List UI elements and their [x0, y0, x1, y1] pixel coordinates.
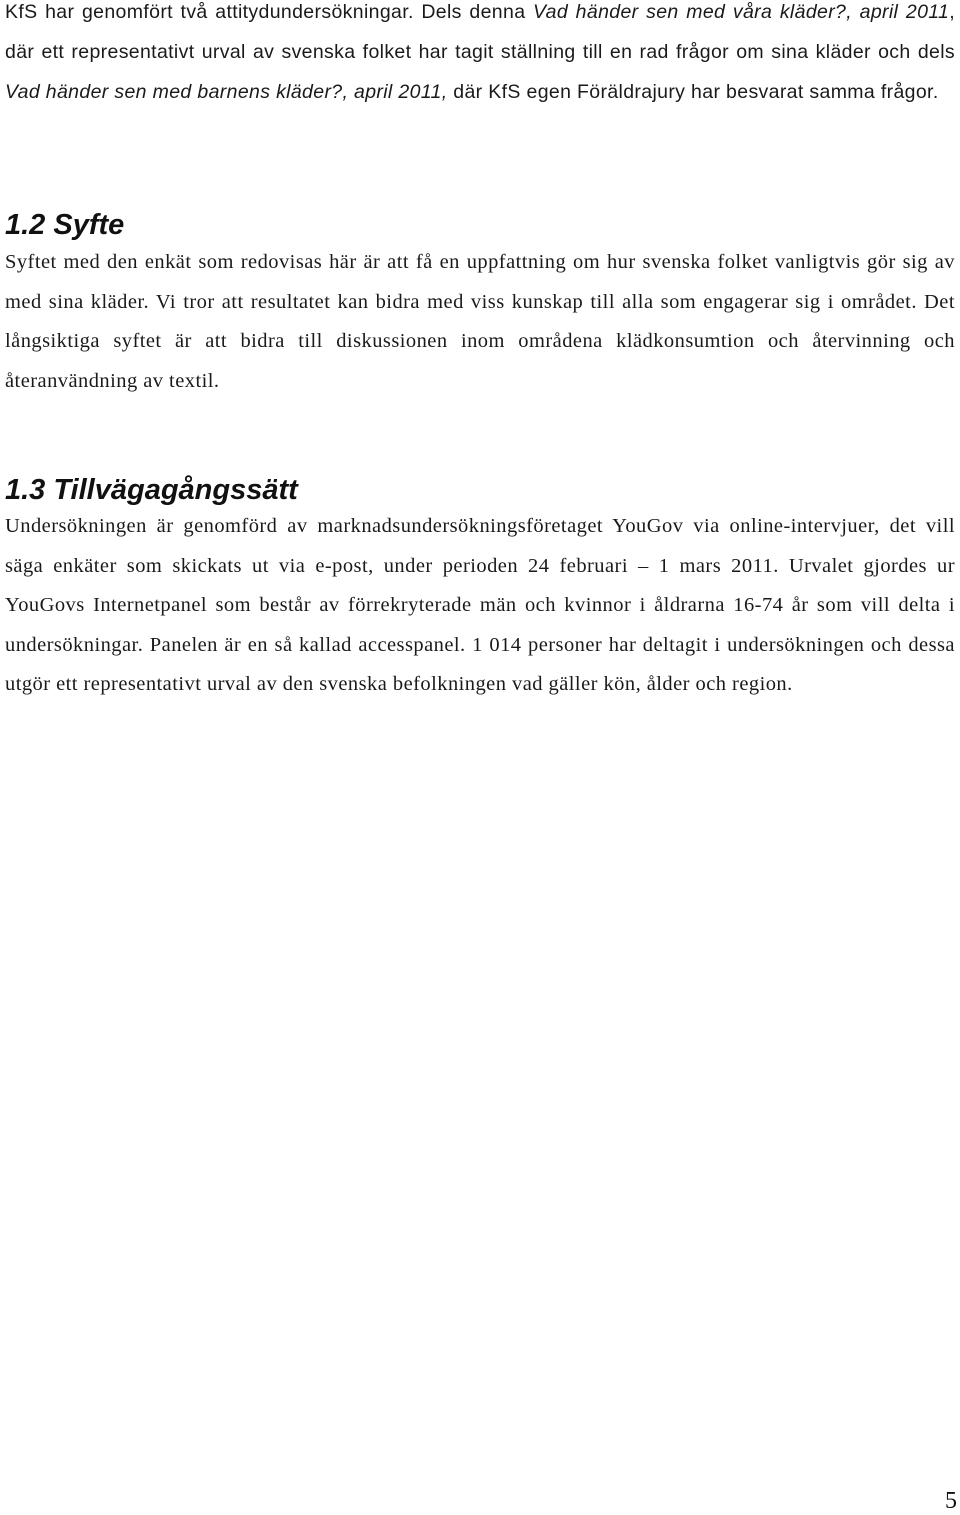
intro-text-3: där KfS egen Föräldrajury har besvarat samma frågor. — [447, 81, 939, 103]
intro-text-2: , där ett representativt urval av svenska folket har tagit ställning till en rad frågor om sina kläder och dels — [5, 1, 955, 63]
page-number: 5 — [945, 1488, 957, 1514]
intro-text-1: KfS har genomfört två attitydundersökningar. Dels denna — [5, 1, 534, 23]
intro-paragraph — [5, 0, 955, 112]
section-body-syfte: Syftet med den enkät som redovisas här är att få en uppfattning om hur svenska folket vanligtvis gör sig av med sina kläder. Vi tror att resultatet kan bidra med viss kunskap till alla som engagerar sig i området. Det långsiktiga syftet är att bidra till diskussionen inom områdena klädkonsumtion och återvinning och återanvändning av textil. — [5, 251, 955, 392]
section-heading-syfte: 1.2 Syfte — [5, 209, 125, 241]
intro-survey-title-1: Vad händer sen med våra kläder?, april 2011 — [533, 1, 950, 23]
intro-survey-title-2: Vad händer sen med barnens kläder?, april 2011, — [5, 81, 448, 103]
section-body-tillvagagangssatt: Undersökningen är genomförd av marknadsundersökningsföretaget YouGov via online-intervjuer, det vill säga enkäter som skickats ut via e-post, under perioden 24 februari – 1 mars 2011. Urvalet gjordes ur YouGovs Internetpanel som består av förrekryterade män och kvinnor i åldrarna 16-74 år som vill delta i undersökningar. Panelen är en så kallad accesspanel. 1 014 personer har deltagit i undersökningen och dessa utgör ett representativt urval av den svenska befolkningen vad gäller kön, ålder och region. — [5, 515, 955, 695]
section-heading-tillvagagangssatt: 1.3 Tillvägagångssätt — [5, 474, 298, 506]
